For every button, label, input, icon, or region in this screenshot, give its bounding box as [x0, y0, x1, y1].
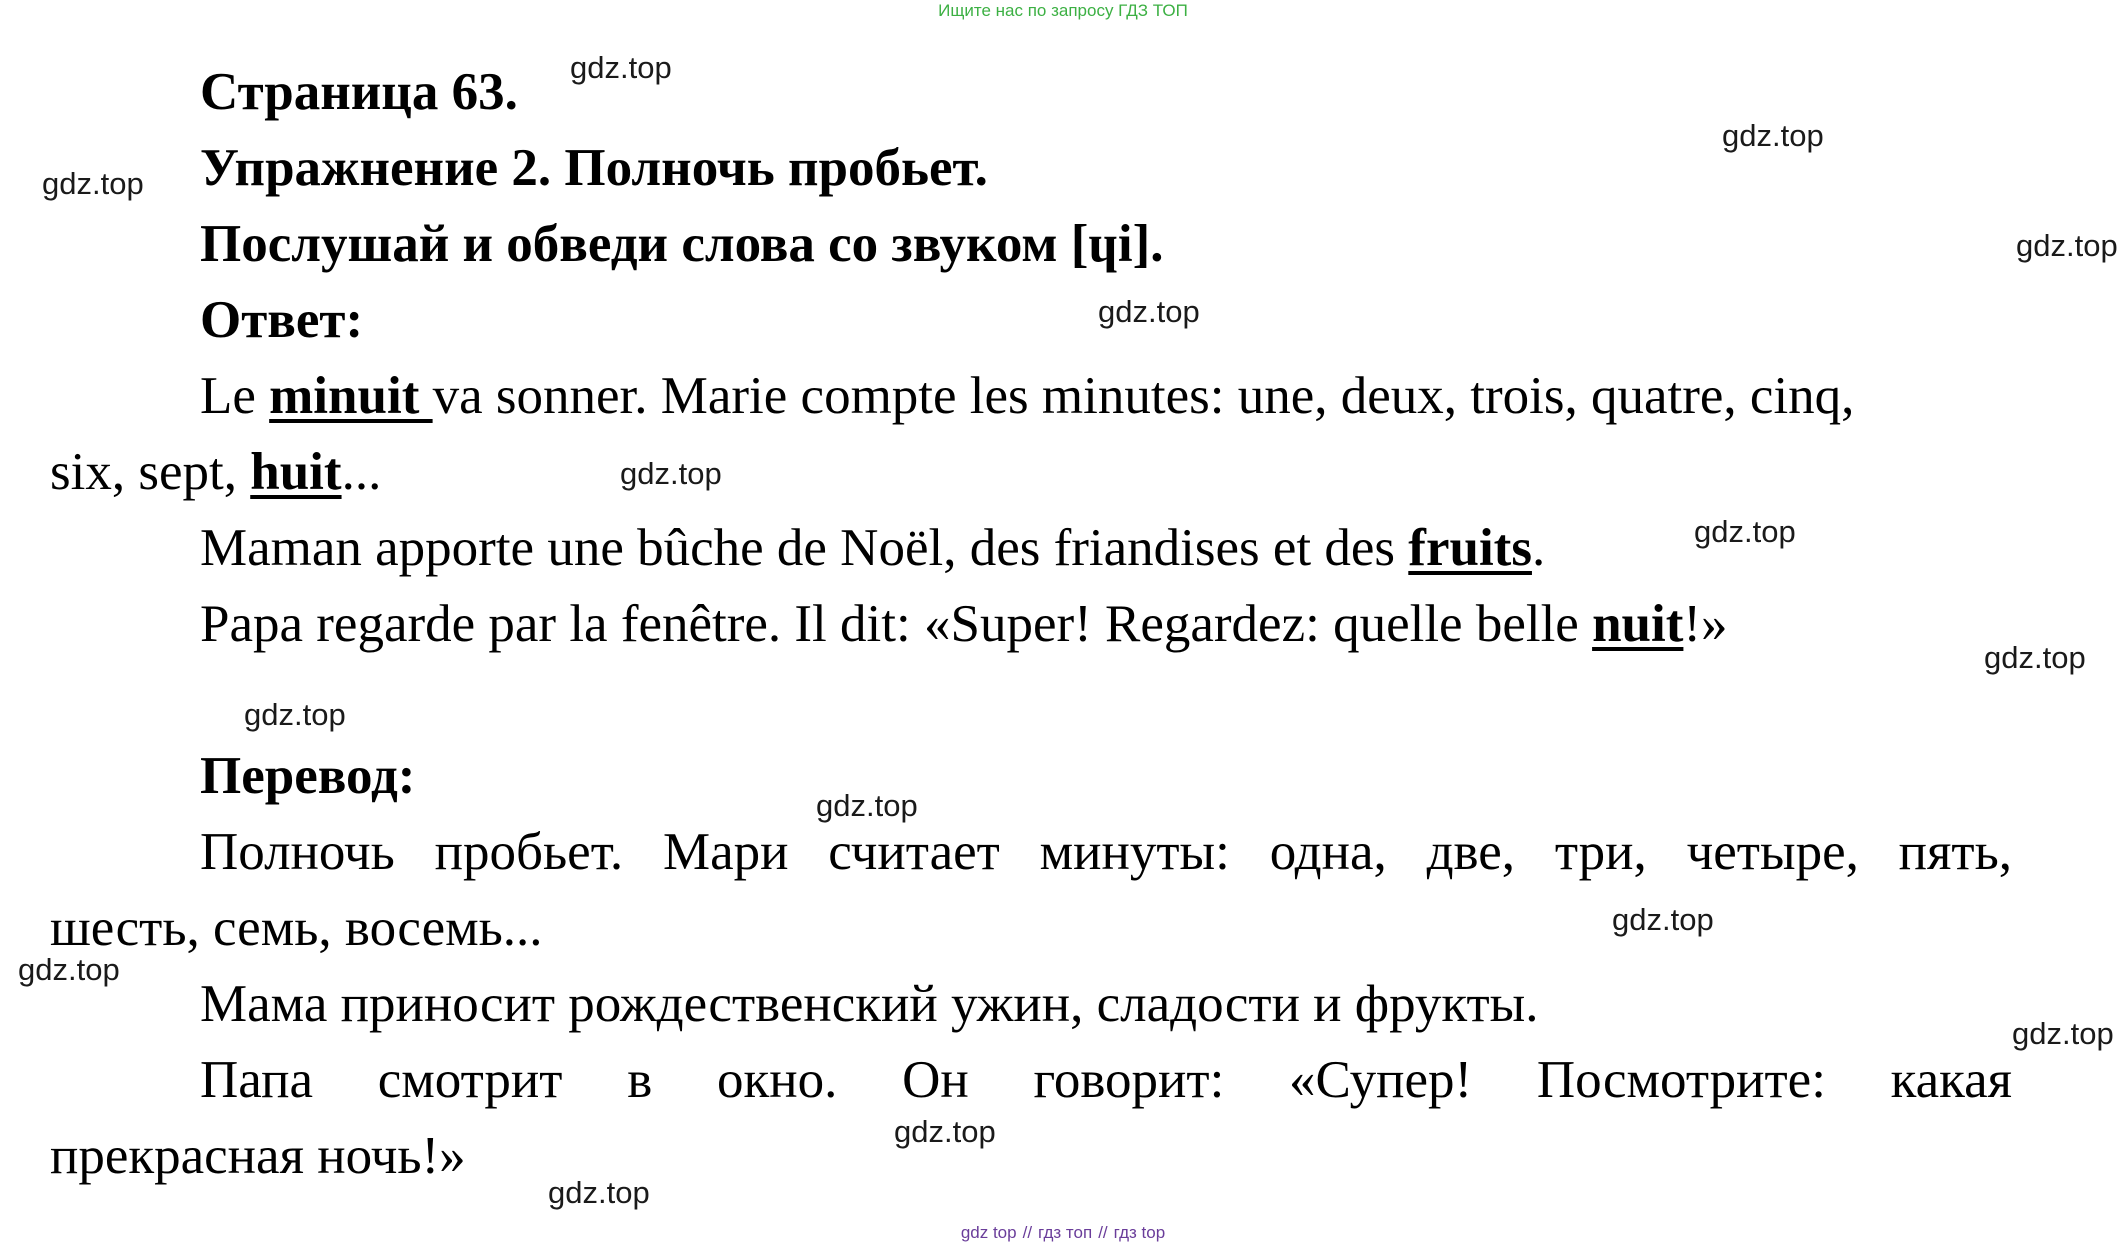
translation-paragraph-3-line-1: Папа смотрит в окно. Он говорит: «Супер! Посмотрите: какая — [200, 1051, 2012, 1109]
keyword-nuit: nuit — [1592, 595, 1684, 653]
watermark: gdz.top — [1612, 902, 1714, 937]
page-number-heading: Страница 63. — [200, 63, 518, 121]
bottom-banner-part: gdz top — [960, 1223, 1017, 1242]
answer-text: Maman apporte une bûche de Noël, des friandises et des — [200, 519, 1409, 577]
top-banner: Ищите нас по запросу ГДЗ ТОП — [938, 1, 1188, 20]
answer-text: va sonner. Marie compte les minutes: une, deux, trois, quatre, cinq, — [432, 367, 1855, 425]
keyword-huit: huit — [250, 443, 342, 501]
watermark: gdz.top — [18, 952, 120, 987]
answer-text: Le — [200, 367, 270, 425]
answer-text: . — [1531, 519, 1546, 577]
bottom-banner-part: гдз топ — [1038, 1223, 1093, 1242]
translation-paragraph-1-line-1: Полночь пробьет. Мари считает минуты: одна, две, три, четыре, пять, — [200, 823, 2012, 881]
watermark: gdz.top — [42, 166, 144, 201]
watermark: gdz.top — [620, 456, 722, 491]
watermark: gdz.top — [570, 50, 672, 85]
bottom-banner-separator: // — [1098, 1223, 1108, 1242]
answer-text: six, sept, — [50, 443, 251, 501]
answer-paragraph-1-line-1 — [200, 366, 1854, 426]
bottom-banner-separator: // — [1022, 1223, 1033, 1242]
watermark: gdz.top — [2012, 1016, 2114, 1051]
answer-label: Ответ: — [200, 291, 364, 349]
translation-paragraph-3-line-2: прекрасная ночь!» — [50, 1127, 466, 1185]
translation-label: Перевод: — [200, 747, 416, 805]
answer-text: !» — [1683, 595, 1728, 653]
watermark: gdz.top — [548, 1175, 650, 1210]
watermark: gdz.top — [1984, 640, 2086, 675]
watermark: gdz.top — [1098, 294, 1200, 329]
answer-text: ... — [341, 443, 382, 501]
answer-paragraph-3 — [200, 594, 1728, 654]
answer-paragraph-2 — [200, 518, 1545, 578]
translation-paragraph-1-line-2: шесть, семь, восемь... — [50, 899, 543, 957]
watermark: gdz.top — [894, 1114, 996, 1149]
watermark: gdz.top — [2016, 228, 2118, 263]
bottom-banner — [0, 1223, 2126, 1243]
watermark: gdz.top — [1722, 118, 1824, 153]
watermark: gdz.top — [244, 697, 346, 732]
keyword-minuit: minuit — [269, 367, 433, 425]
answer-paragraph-1-line-2 — [50, 442, 381, 502]
exercise-heading: Упражнение 2. Полночь пробьет. — [200, 139, 988, 197]
translation-paragraph-2: Мама приносит рождественский ужин, сладости и фрукты. — [200, 975, 1539, 1033]
keyword-fruits: fruits — [1408, 519, 1532, 577]
answer-text: Papa regarde par la fenêtre. Il dit: «Super! Regardez: quelle belle — [200, 595, 1593, 653]
watermark: gdz.top — [1694, 514, 1796, 549]
bottom-banner-part: гдз top — [1113, 1223, 1166, 1242]
watermark: gdz.top — [816, 788, 918, 823]
task-instruction: Послушай и обведи слова со звуком [ɥi]. — [200, 215, 1164, 273]
